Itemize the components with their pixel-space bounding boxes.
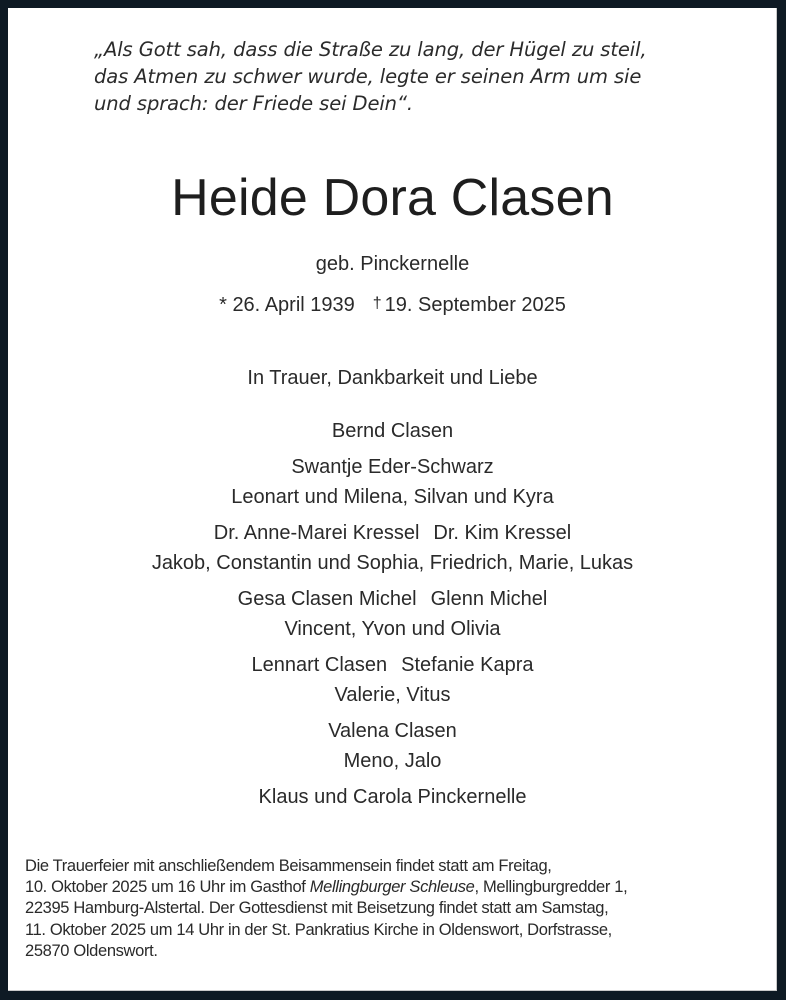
family-group [8, 650, 777, 710]
mourner-name: Dr. Kim Kressel [433, 522, 572, 544]
mourner-name: Lennart Clasen [251, 654, 388, 676]
notice-line: 11. Oktober 2025 um 14 Uhr in der St. Pankratius Kirche in Oldenswort, Dorfstrasse, [25, 920, 612, 939]
mourners-list [8, 416, 777, 818]
family-line [8, 584, 777, 614]
deceased-name: Heide Dora Clasen [171, 169, 614, 227]
memorial-quote [94, 36, 714, 117]
mourner-name: Gesa Clasen Michel [237, 588, 417, 610]
mourner-name: Glenn Michel [430, 588, 548, 610]
family-group [8, 716, 777, 776]
venue-name: Mellingburger Schleuse [309, 878, 475, 897]
notice-line: Die Trauerfeier mit anschließendem Beisammensein findet statt am Freitag, [25, 857, 552, 875]
mourner-name: Klaus und Carola Pinckernelle [258, 786, 527, 808]
obituary-card [8, 8, 777, 991]
family-line [8, 518, 777, 548]
family-group [8, 452, 777, 512]
quote-line: das Atmen zu schwer wurde, legte er seinen Arm um sie [94, 65, 642, 88]
mourner-name: Swantje Eder-Schwarz [291, 456, 494, 478]
quote-line: und sprach: der Friede sei Dein“. [94, 92, 414, 115]
mourner-name: Leonart und Milena, Silvan und Kyra [231, 486, 554, 508]
mourner-name: Valerie, Vitus [334, 684, 451, 706]
family-line [8, 482, 777, 512]
family-line [8, 650, 777, 680]
birth-star-icon: * [219, 294, 227, 316]
family-group [8, 416, 777, 446]
death-cross-icon: † [372, 295, 382, 312]
family-line [8, 416, 777, 446]
maiden-name: geb. Pinckernelle [315, 253, 470, 275]
mourner-name: Vincent, Yvon und Olivia [284, 618, 501, 640]
family-group [8, 584, 777, 644]
mourner-name: Jakob, Constantin und Sophia, Friedrich, Marie, Lukas [151, 552, 634, 574]
mourner-name: Valena Clasen [328, 720, 457, 742]
mourner-name: Stefanie Kapra [401, 654, 534, 676]
notice-text: 10. Oktober 2025 um 16 Uhr im Gasthof [25, 878, 310, 897]
family-line [8, 548, 777, 578]
notice-line [25, 877, 765, 898]
funeral-notice [25, 856, 765, 962]
mourner-name: Bernd Clasen [331, 420, 454, 442]
family-line [8, 746, 777, 776]
birth-date: 26. April 1939 [232, 294, 355, 316]
mourning-line: In Trauer, Dankbarkeit und Liebe [247, 367, 538, 389]
death-date: 19. September 2025 [384, 294, 566, 316]
family-group [8, 782, 777, 812]
family-line [8, 782, 777, 812]
family-group [8, 518, 777, 578]
family-line [8, 452, 777, 482]
notice-line: 25870 Oldenswort. [25, 941, 158, 960]
notice-line: 22395 Hamburg-Alstertal. Der Gottesdienst mit Beisetzung findet statt am Samstag, [25, 899, 609, 918]
family-line [8, 680, 777, 710]
family-line [8, 614, 777, 644]
life-dates [8, 290, 777, 319]
mourner-name: Meno, Jalo [343, 750, 442, 772]
notice-text: , Mellingburgredder 1, [474, 878, 628, 897]
quote-line: „Als Gott sah, dass die Straße zu lang, der Hügel zu steil, [94, 38, 647, 61]
mourner-name: Dr. Anne-Marei Kressel [213, 522, 420, 544]
family-line [8, 716, 777, 746]
